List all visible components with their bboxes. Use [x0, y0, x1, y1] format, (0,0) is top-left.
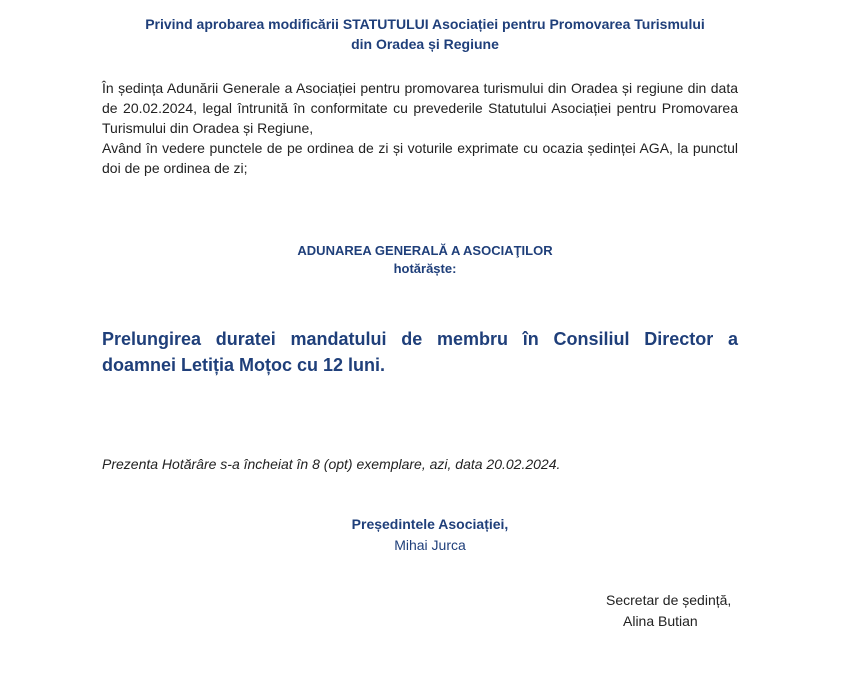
- closing-statement: Prezenta Hotărâre s-a încheiat în 8 (opt) exemplare, azi, data 20.02.2024.: [102, 456, 561, 472]
- president-name: Mihai Jurca: [394, 537, 466, 553]
- preamble-paragraph-1: În ședința Adunării Generale a Asociației pentru promovarea turismului din Oradea și regiune din data de 20.02.2024, legal întrunită în conformitate cu prevederile Statutului Asociației pentru Promovarea Turismului din Oradea și Regiune,: [102, 80, 738, 136]
- secretary-signature-block: [606, 590, 806, 632]
- secretary-role: Secretar de ședință,: [606, 592, 732, 608]
- preamble-paragraph-2: Având în vedere punctele de pe ordinea de zi și voturile exprimate cu ocazia ședinței AGA, la punctul doi de pe ordinea de zi;: [102, 140, 738, 176]
- president-role: Președintele Asociației,: [351, 516, 509, 532]
- title-line-2: din Oradea și Regiune: [351, 36, 499, 52]
- assembly-heading: ADUNAREA GENERALĂ A ASOCIAŢILOR: [297, 243, 553, 258]
- decision-text: Prelungirea duratei mandatului de membru în Consiliul Director a doamnei Letiția Moțoc cu 12 luni.: [102, 329, 738, 375]
- title-line-1: Privind aprobarea modificării STATUTULUI Asociației pentru Promovarea Turismului: [145, 16, 705, 32]
- document-title: [100, 14, 750, 54]
- preamble: [102, 78, 738, 178]
- assembly-heading-block: [100, 242, 750, 278]
- assembly-verb: hotărăște:: [393, 261, 457, 276]
- president-signature-block: [270, 514, 590, 556]
- secretary-name: Alina Butian: [623, 613, 698, 629]
